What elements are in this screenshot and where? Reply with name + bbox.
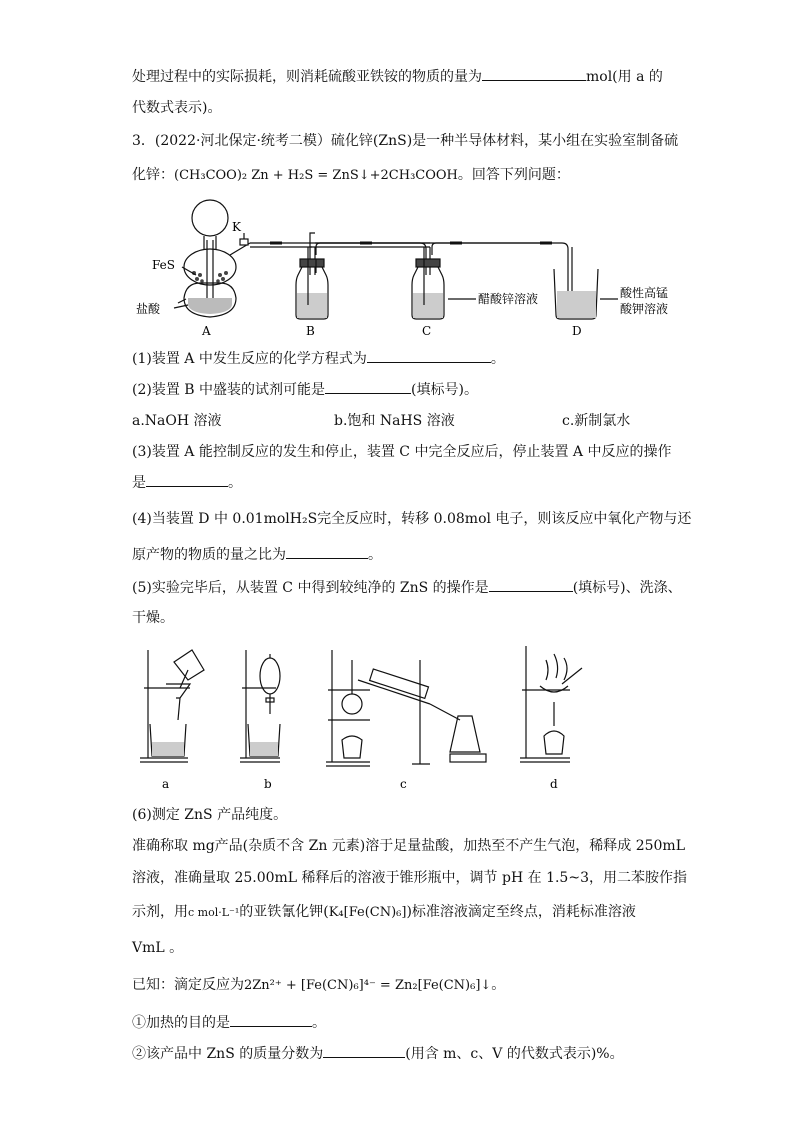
text-line: 已知：滴定反应为2Zn²⁺ + [Fe(CN)₆]⁴⁻ = Zn₂[Fe(CN)₆]↓。 [132, 977, 506, 993]
text-line: 原产物的物质的量之比为 。 [132, 544, 382, 565]
question-1: (1)装置 A 中发生反应的化学方程式为 。 [132, 348, 505, 369]
question-2: (2)装置 B 中盛装的试剂可能是 (填标号)。 [132, 379, 478, 400]
option-c: c.新制氯水 [562, 413, 631, 429]
acid-label: 盐酸 [136, 302, 161, 316]
apparatus-c-label: C [422, 324, 432, 338]
solution-c-label: 醋酸锌溶液 [478, 292, 539, 306]
ferrocyanide-formula: K₄[Fe(CN)₆] [328, 905, 407, 920]
answer-blank[interactable] [230, 1012, 312, 1027]
option-a: a.NaOH 溶液 [132, 413, 222, 429]
valve-k-label: K [232, 220, 241, 234]
sub-question-2: ②该产品中 ZnS 的质量分数为 (用含 m、c、V 的代数式表示)%。 [132, 1043, 624, 1064]
answer-blank[interactable] [482, 66, 586, 81]
titration-equation: 2Zn²⁺ + [Fe(CN)₆]⁴⁻ = Zn₂[Fe(CN)₆]↓ [244, 978, 492, 993]
text-line: 是 。 [132, 472, 242, 493]
answer-blank[interactable] [489, 577, 573, 592]
text-line: 代数式表示)。 [132, 100, 222, 116]
question-4: (4)当装置 D 中 0.01molH₂S完全反应时，转移 0.08mol 电子，则该反应中氧化产物与还 [132, 511, 692, 527]
question-6: (6)测定 ZnS 产品纯度。 [132, 807, 288, 823]
apparatus-a-label: A [202, 324, 211, 338]
answer-blank[interactable] [367, 348, 491, 363]
text-line: 化锌：(CH₃COO)₂ Zn + H₂S = ZnS↓+2CH₃COOH。回答下列问题： [132, 167, 570, 183]
text-line: VmL 。 [132, 940, 184, 956]
question-3: (3)装置 A 能控制反应的发生和停止，装置 C 中完全反应后，停止装置 A 中反应的操作 [132, 444, 672, 460]
option-b: b.饱和 NaHS 溶液 [334, 413, 455, 429]
answer-blank[interactable] [286, 544, 368, 559]
text-line: 干燥。 [132, 610, 174, 626]
apparatus-d-label: D [572, 324, 582, 338]
answer-blank[interactable] [323, 1043, 405, 1058]
apparatus-figure [130, 195, 690, 343]
concentration-unit: c mol·L⁻¹ [188, 906, 240, 919]
answer-blank[interactable] [146, 472, 228, 487]
question-5: (5)实验完毕后，从装置 C 中得到较纯净的 ZnS 的操作是 (填标号)、洗涤、 [132, 577, 682, 598]
text-line: 示剂，用c mol·L⁻¹的亚铁氰化钾(K₄[Fe(CN)₆])标准溶液滴定至终点，消耗标准溶液 [132, 904, 636, 920]
apparatus-b-label: B [306, 324, 315, 338]
text-line: 准确称取 mg产品(杂质不含 Zn 元素)溶于足量盐酸，加热至不产生气泡，稀释成 250mL [132, 838, 685, 854]
sub-question-1: ①加热的目的是 。 [132, 1012, 326, 1033]
fes-label: FeS [152, 258, 175, 272]
solution-d-label-1: 酸性高锰 [620, 286, 669, 300]
text-line: 溶液，准确量取 25.00mL 稀释后的溶液于锥形瓶中，调节 pH 在 1.5~3，用二苯胺作指 [132, 870, 687, 886]
text-line: 处理过程中的实际损耗，则消耗硫酸亚铁铵的物质的量为 mol(用 a 的 [132, 66, 663, 87]
question-title: 3．(2022·河北保定·统考二模）硫化锌(ZnS)是一种半导体材料，某小组在实验室制备硫 [132, 133, 679, 149]
reaction-equation: (CH₃COO)₂ Zn + H₂S = ZnS↓+2CH₃COOH [174, 168, 458, 183]
operation-a-label: a [162, 777, 170, 791]
solution-d-label-2: 酸钾溶液 [620, 302, 669, 316]
operation-d-label: d [550, 777, 558, 791]
answer-blank[interactable] [325, 379, 411, 394]
operations-figure [130, 640, 600, 796]
operation-c-label: c [400, 777, 407, 791]
operation-b-label: b [264, 777, 272, 791]
